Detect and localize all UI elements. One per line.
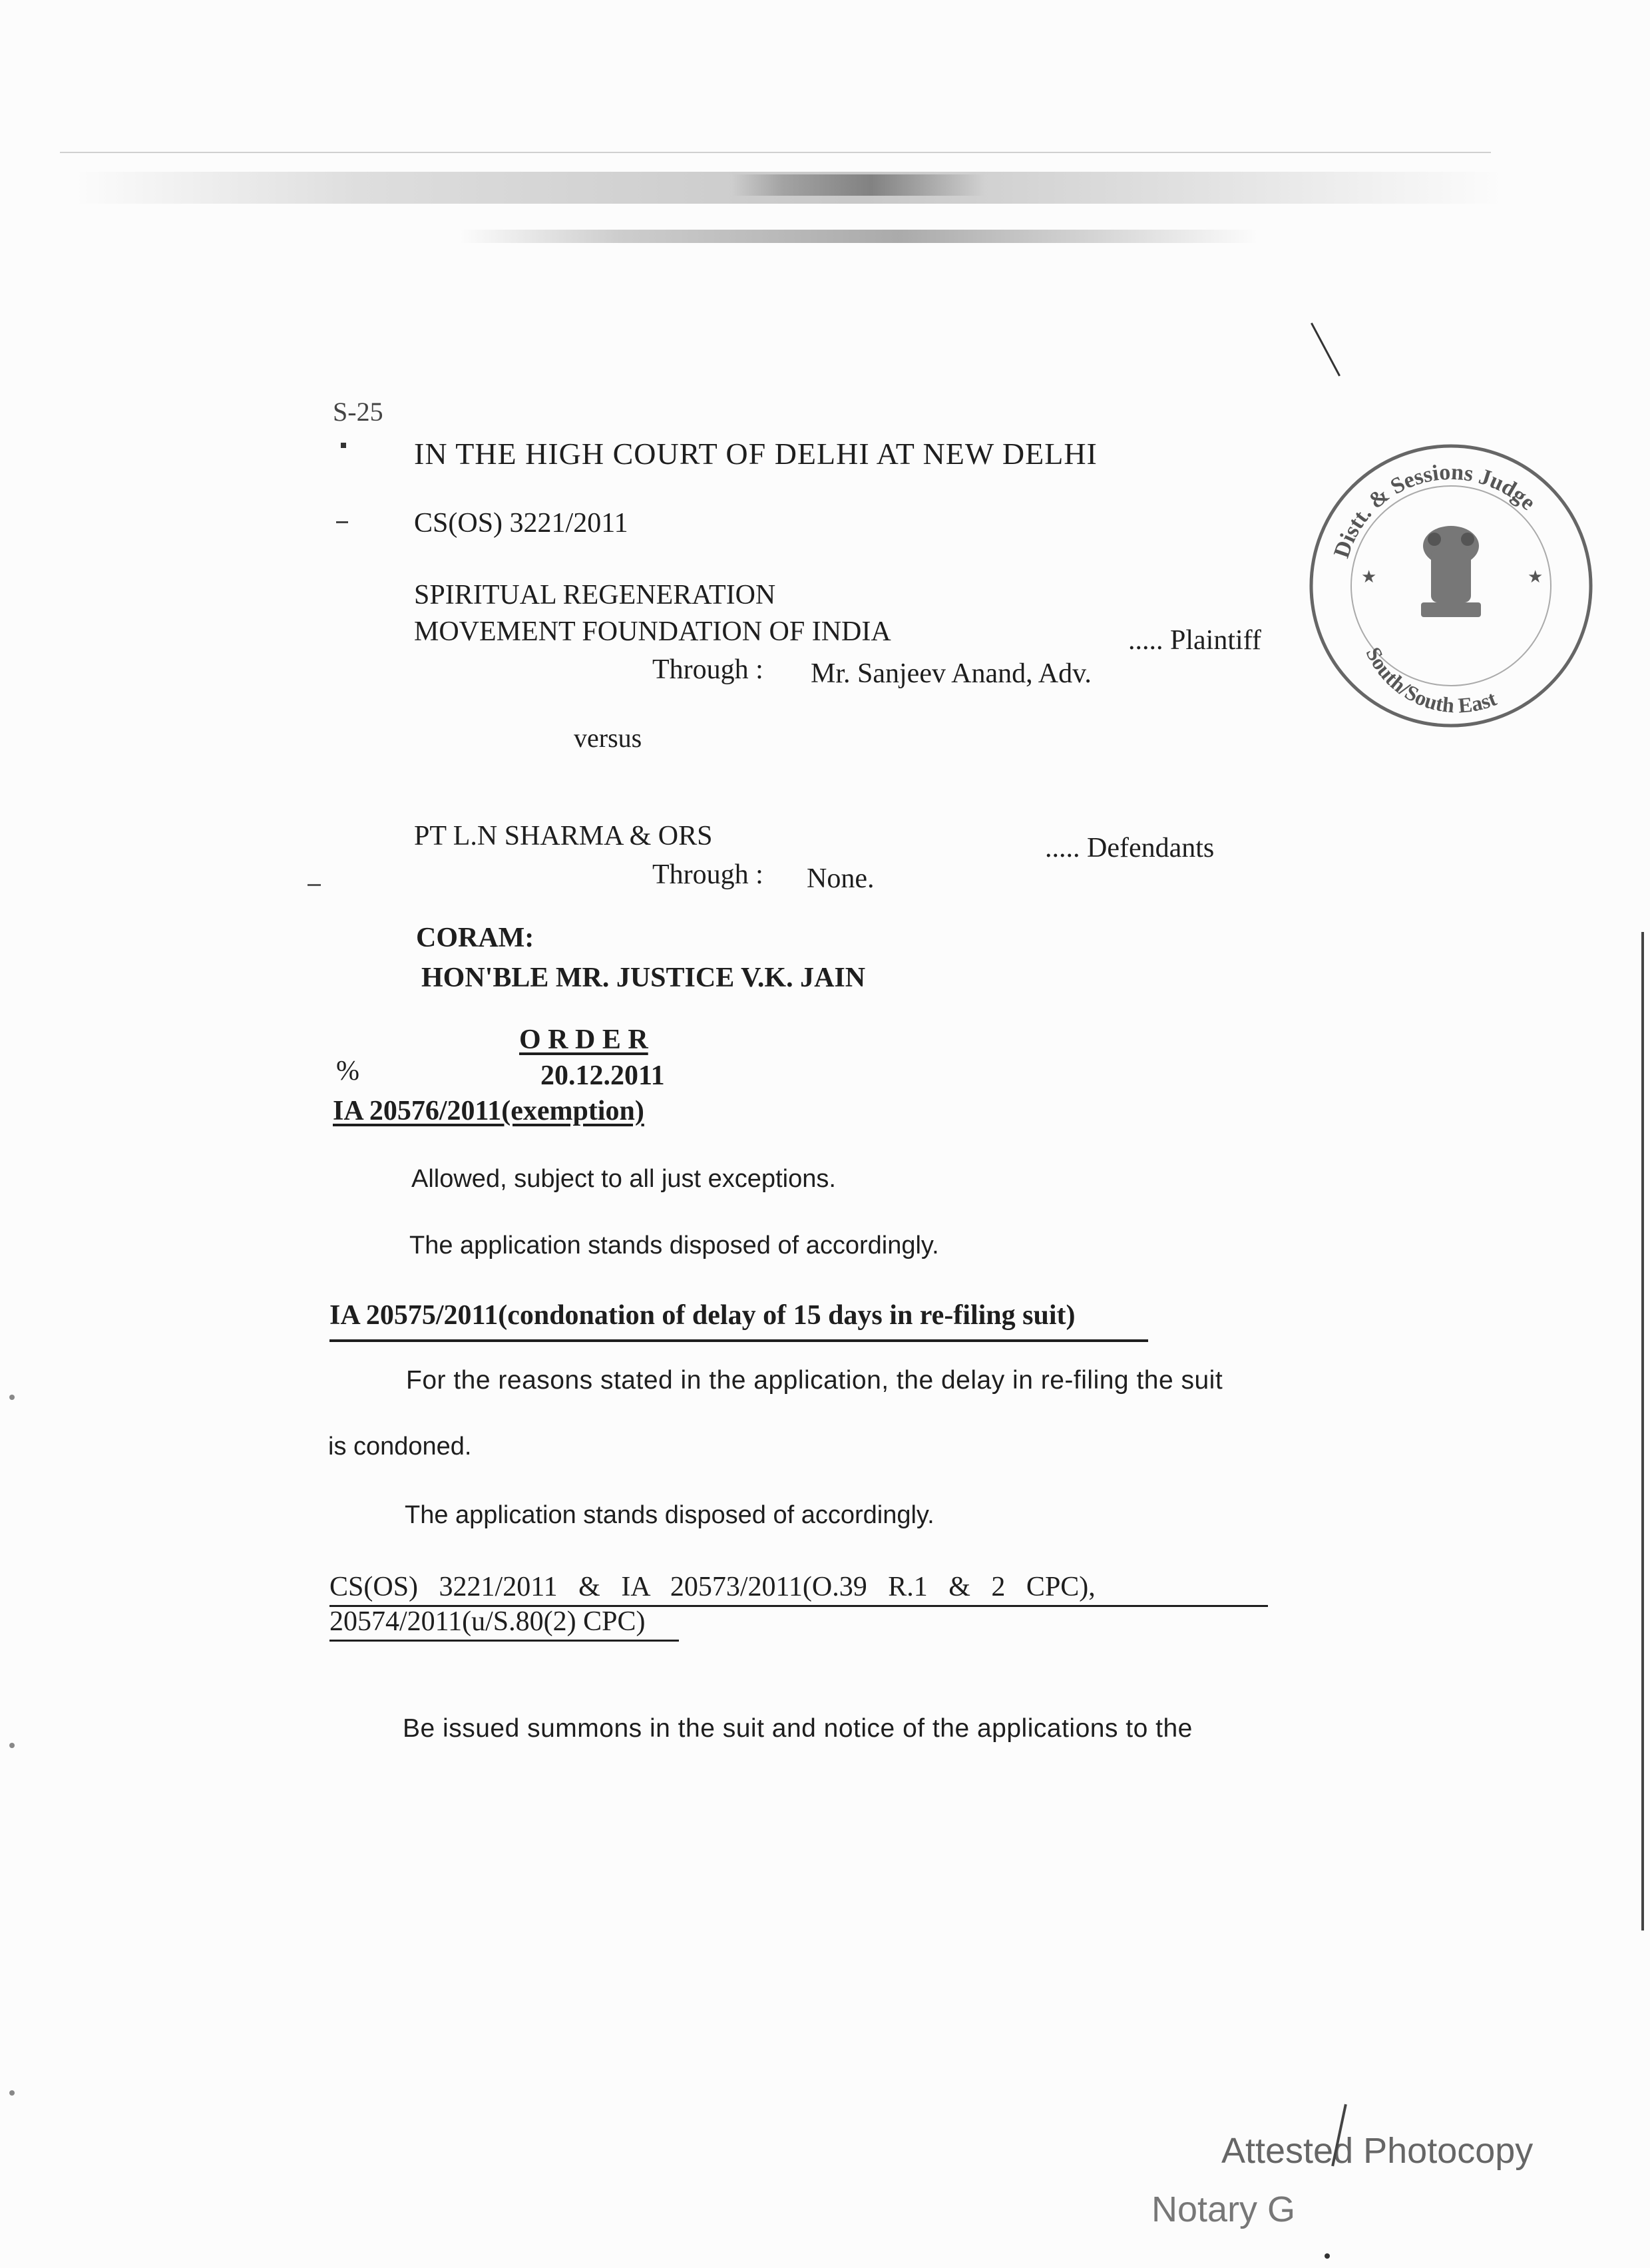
- court-seal: [1298, 433, 1604, 739]
- paragraph: The application stands disposed of accordingly.: [405, 1501, 934, 1529]
- page-edge: [1641, 932, 1644, 1930]
- paragraph: is condoned.: [328, 1433, 472, 1461]
- dash-mark: [336, 521, 348, 523]
- seal-star: ★: [1528, 567, 1544, 586]
- speck: [9, 2090, 15, 2096]
- attestation-stamp-line2: Notary G: [1151, 2189, 1296, 2229]
- dot-mark: [1325, 2253, 1330, 2259]
- order-date: 20.12.2011: [540, 1060, 665, 1091]
- scan-artifact: [732, 174, 985, 196]
- plaintiff-role: ..... Plaintiff: [1128, 625, 1261, 656]
- section-heading-line1: CS(OS) 3221/2011 & IA 20573/2011(O.39 R.1 & 2 CPC),: [329, 1572, 1096, 1602]
- defendant-counsel: None.: [807, 863, 875, 894]
- case-number: CS(OS) 3221/2011: [414, 508, 628, 539]
- plaintiff-name-line2: MOVEMENT FOUNDATION OF INDIA: [414, 616, 891, 647]
- scan-line: [60, 152, 1491, 153]
- plaintiff-name-line1: SPIRITUAL REGENERATION: [414, 580, 776, 610]
- order-heading: O R D E R: [519, 1024, 648, 1055]
- emblem-icon: [1421, 526, 1481, 617]
- heading-underline: [329, 1640, 679, 1642]
- seal-star: ★: [1361, 567, 1377, 586]
- scan-artifact: [459, 230, 1258, 243]
- speck: [9, 1743, 15, 1748]
- defendant-role: ..... Defendants: [1045, 833, 1215, 863]
- versus-label: versus: [574, 723, 642, 753]
- judge-name: HON'BLE MR. JUSTICE V.K. JAIN: [421, 963, 866, 993]
- defendant-name: PT L.N SHARMA & ORS: [414, 821, 713, 851]
- paragraph: The application stands disposed of accordingly.: [409, 1232, 939, 1259]
- dash-mark: [308, 884, 321, 886]
- coram-label: CORAM:: [416, 923, 534, 953]
- plaintiff-through-label: Through :: [652, 654, 763, 685]
- page-reference: S-25: [333, 397, 383, 427]
- bullet-mark: [341, 443, 346, 448]
- pen-tick: [1311, 323, 1341, 377]
- percent-mark: %: [336, 1056, 359, 1086]
- seal-text-top: Distt. & Sessions Judge: [1329, 459, 1541, 561]
- seal-text-bottom: South/South East: [1361, 643, 1500, 718]
- paragraph: Be issued summons in the suit and notice of the applications to the: [403, 1714, 1193, 1743]
- paragraph: For the reasons stated in the application, the delay in re-filing the suit: [406, 1366, 1223, 1395]
- heading-underline: [329, 1339, 1148, 1342]
- speck: [9, 1395, 15, 1400]
- plaintiff-counsel: Mr. Sanjeev Anand, Adv.: [811, 658, 1092, 689]
- court-title: IN THE HIGH COURT OF DELHI AT NEW DELHI: [414, 437, 1098, 471]
- section-heading-line2: 20574/2011(u/S.80(2) CPC): [329, 1606, 646, 1637]
- section-heading: IA 20575/2011(condonation of delay of 15 days in re-filing suit): [329, 1300, 1076, 1331]
- paragraph: Allowed, subject to all just exceptions.: [411, 1165, 836, 1193]
- section-heading: IA 20576/2011(exemption): [333, 1096, 644, 1126]
- attestation-stamp-line1: Attested Photocopy: [1221, 2131, 1534, 2171]
- defendant-through-label: Through :: [652, 859, 763, 890]
